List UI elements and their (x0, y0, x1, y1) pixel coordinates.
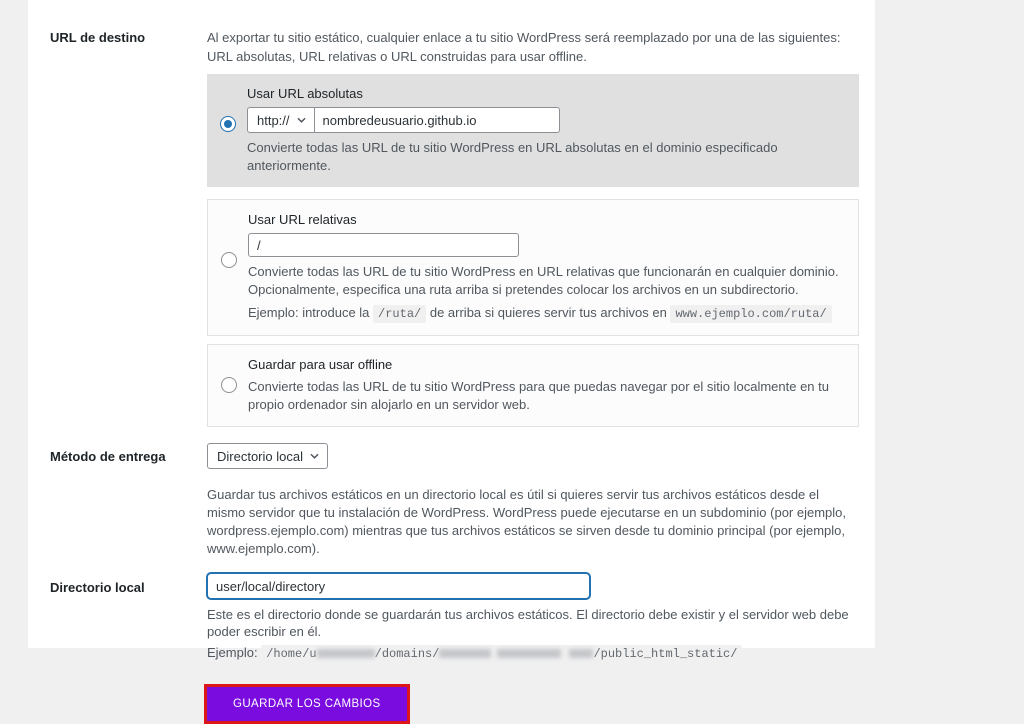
delivery-method-value: Directorio local (217, 448, 303, 464)
destination-url-row (28, 28, 875, 427)
option-offline-title: Guardar para usar offline (248, 357, 393, 372)
path-end: /public_html_static/ (593, 647, 738, 661)
option-offline (207, 344, 859, 427)
example-middle-text: de arriba si quieres servir tus archivos en (426, 305, 671, 320)
delivery-method-row (28, 443, 875, 558)
path-start: /home/u (266, 647, 317, 661)
url-scheme-value: http:// (257, 112, 290, 128)
chevron-down-icon (310, 453, 319, 459)
example-prefix-text: Ejemplo: introduce la (248, 305, 374, 320)
option-offline-description: Convierte todas las URL de tu sitio WordPress para que puedas navegar por el sitio localmente en tu propio ordenador sin alojarlo en un servidor web. (248, 379, 829, 412)
chevron-down-icon (297, 117, 306, 123)
save-changes-button[interactable]: GUARDAR LOS CAMBIOS (204, 684, 410, 724)
local-directory-input[interactable] (207, 573, 590, 599)
example-path-code: /ruta/ (373, 305, 426, 323)
local-directory-label: Directorio local (50, 580, 145, 595)
redacted-text (317, 649, 375, 658)
delivery-method-label: Método de entrega (50, 449, 166, 464)
absolute-url-input[interactable] (314, 107, 560, 133)
option-relative-urls (207, 199, 859, 336)
example-label: Ejemplo: (207, 645, 262, 660)
radio-relative-urls[interactable] (221, 252, 237, 268)
example-url-code: www.ejemplo.com/ruta/ (670, 305, 831, 323)
delivery-method-select[interactable] (207, 443, 328, 469)
local-directory-description: Este es el directorio donde se guardarán tus archivos estáticos. El directorio debe existir y el servidor web debe poder escribir en él. (207, 607, 849, 639)
option-absolute-urls-title: Usar URL absolutas (247, 86, 363, 101)
redacted-text (497, 649, 561, 658)
path-mid: /domains/ (374, 647, 440, 661)
save-button-row (204, 684, 875, 724)
option-absolute-urls-description: Convierte todas las URL de tu sitio WordPress en URL absolutas en el dominio especificado anteriormente. (247, 140, 778, 173)
local-directory-example (207, 644, 859, 663)
relative-urls-example (248, 304, 840, 323)
option-relative-urls-description: Convierte todas las URL de tu sitio WordPress en URL relativas que funcionarán en cualquier dominio. Opcionalmente, especifica una ruta arriba si pretendes colocar los archivos en un subdirectorio. (248, 264, 839, 297)
relative-path-input[interactable] (248, 233, 519, 257)
redacted-text (439, 649, 491, 658)
destination-url-label: URL de destino (50, 30, 146, 45)
radio-offline[interactable] (221, 377, 237, 393)
radio-absolute-urls[interactable] (220, 116, 236, 132)
url-scheme-select[interactable] (247, 107, 315, 133)
option-absolute-urls (207, 74, 859, 187)
settings-panel (28, 0, 875, 710)
redacted-text (569, 649, 593, 658)
destination-url-intro: Al exportar tu sitio estático, cualquier enlace a tu sitio WordPress será reemplazado por una de las siguientes: URL absolutas, URL relativas o URL construidas para usar offline. (207, 30, 841, 64)
local-directory-row (28, 573, 875, 663)
delivery-method-description: Guardar tus archivos estáticos en un directorio local es útil si quieres servir tus archivos estáticos desde el mismo servidor que tu instalación de WordPress. WordPress puede ejecutarse en un subdominio (por ejemplo, wordpress.ejemplo.com) mientras que tus archivos estáticos se sirven desde tu dominio principal (por ejemplo, www.ejemplo.com). (207, 487, 847, 556)
option-relative-urls-title: Usar URL relativas (248, 212, 357, 227)
